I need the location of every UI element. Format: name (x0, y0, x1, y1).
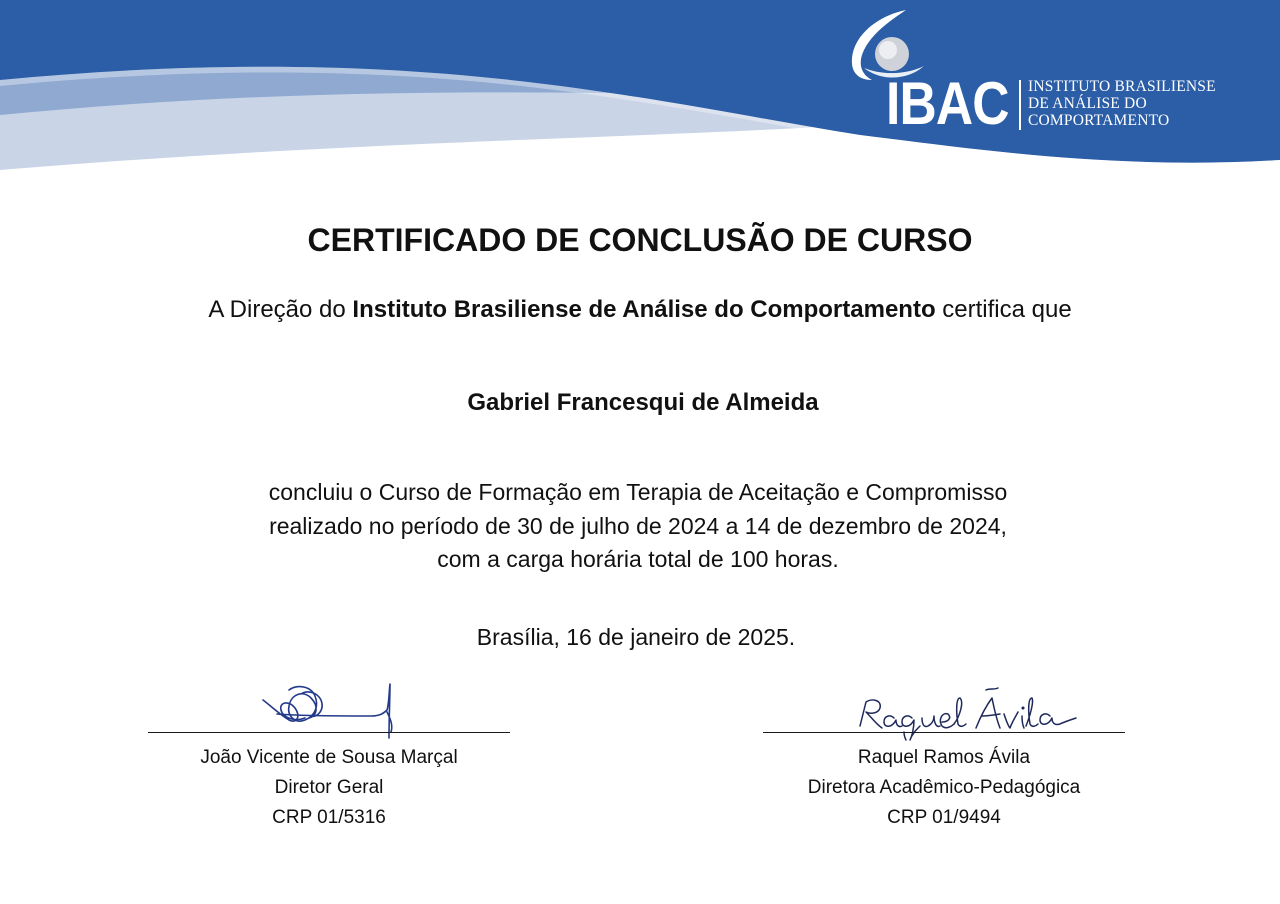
signer-registration: CRP 01/5316 (272, 807, 386, 828)
certificate-body (0, 476, 1276, 577)
ibac-logo (846, 8, 1266, 138)
signer-role: Diretor Geral (274, 777, 384, 798)
signature-line-director (148, 732, 510, 733)
place-and-date: Brasília, 16 de janeiro de 2025. (476, 624, 796, 650)
logo-acronym: IBAC (886, 70, 1009, 137)
signature-block-director (139, 680, 519, 830)
logo-name-line-2: DE ANÁLISE DO (1028, 95, 1147, 112)
body-line-course: concluiu o Curso de Formação em Terapia de Aceitação e Compromisso (268, 479, 1008, 505)
signer-name: João Vicente de Sousa Marçal (200, 747, 458, 768)
signer-role: Diretora Acadêmico-Pedagógica (807, 777, 1081, 798)
recipient-name: Gabriel Francesqui de Almeida (467, 389, 819, 416)
logo-name-line-3: COMPORTAMENTO (1028, 112, 1170, 129)
logo-institution-name (1028, 78, 1216, 129)
signature-block-academic-director (754, 680, 1134, 830)
logo-divider (1019, 80, 1021, 130)
intro-suffix: certifica que (935, 296, 1072, 323)
body-line-hours: com a carga horária total de 100 horas. (437, 546, 839, 572)
signer-details-director (139, 743, 519, 833)
signer-registration: CRP 01/9494 (887, 807, 1001, 828)
institution-name: Instituto Brasiliense de Análise do Comportamento (352, 296, 936, 323)
intro-prefix: A Direção do (208, 296, 353, 323)
signer-details-academic-director (754, 743, 1134, 833)
body-line-period: realizado no período de 30 de julho de 2024 a 14 de dezembro de 2024, (269, 512, 1007, 539)
certificate-intro (0, 294, 1280, 326)
certificate-title: CERTIFICADO DE CONCLUSÃO DE CURSO (307, 222, 973, 258)
signer-name: Raquel Ramos Ávila (857, 747, 1031, 768)
signature-line-academic-director (763, 732, 1125, 733)
logo-name-line-1: INSTITUTO BRASILIENSE (1028, 78, 1216, 95)
